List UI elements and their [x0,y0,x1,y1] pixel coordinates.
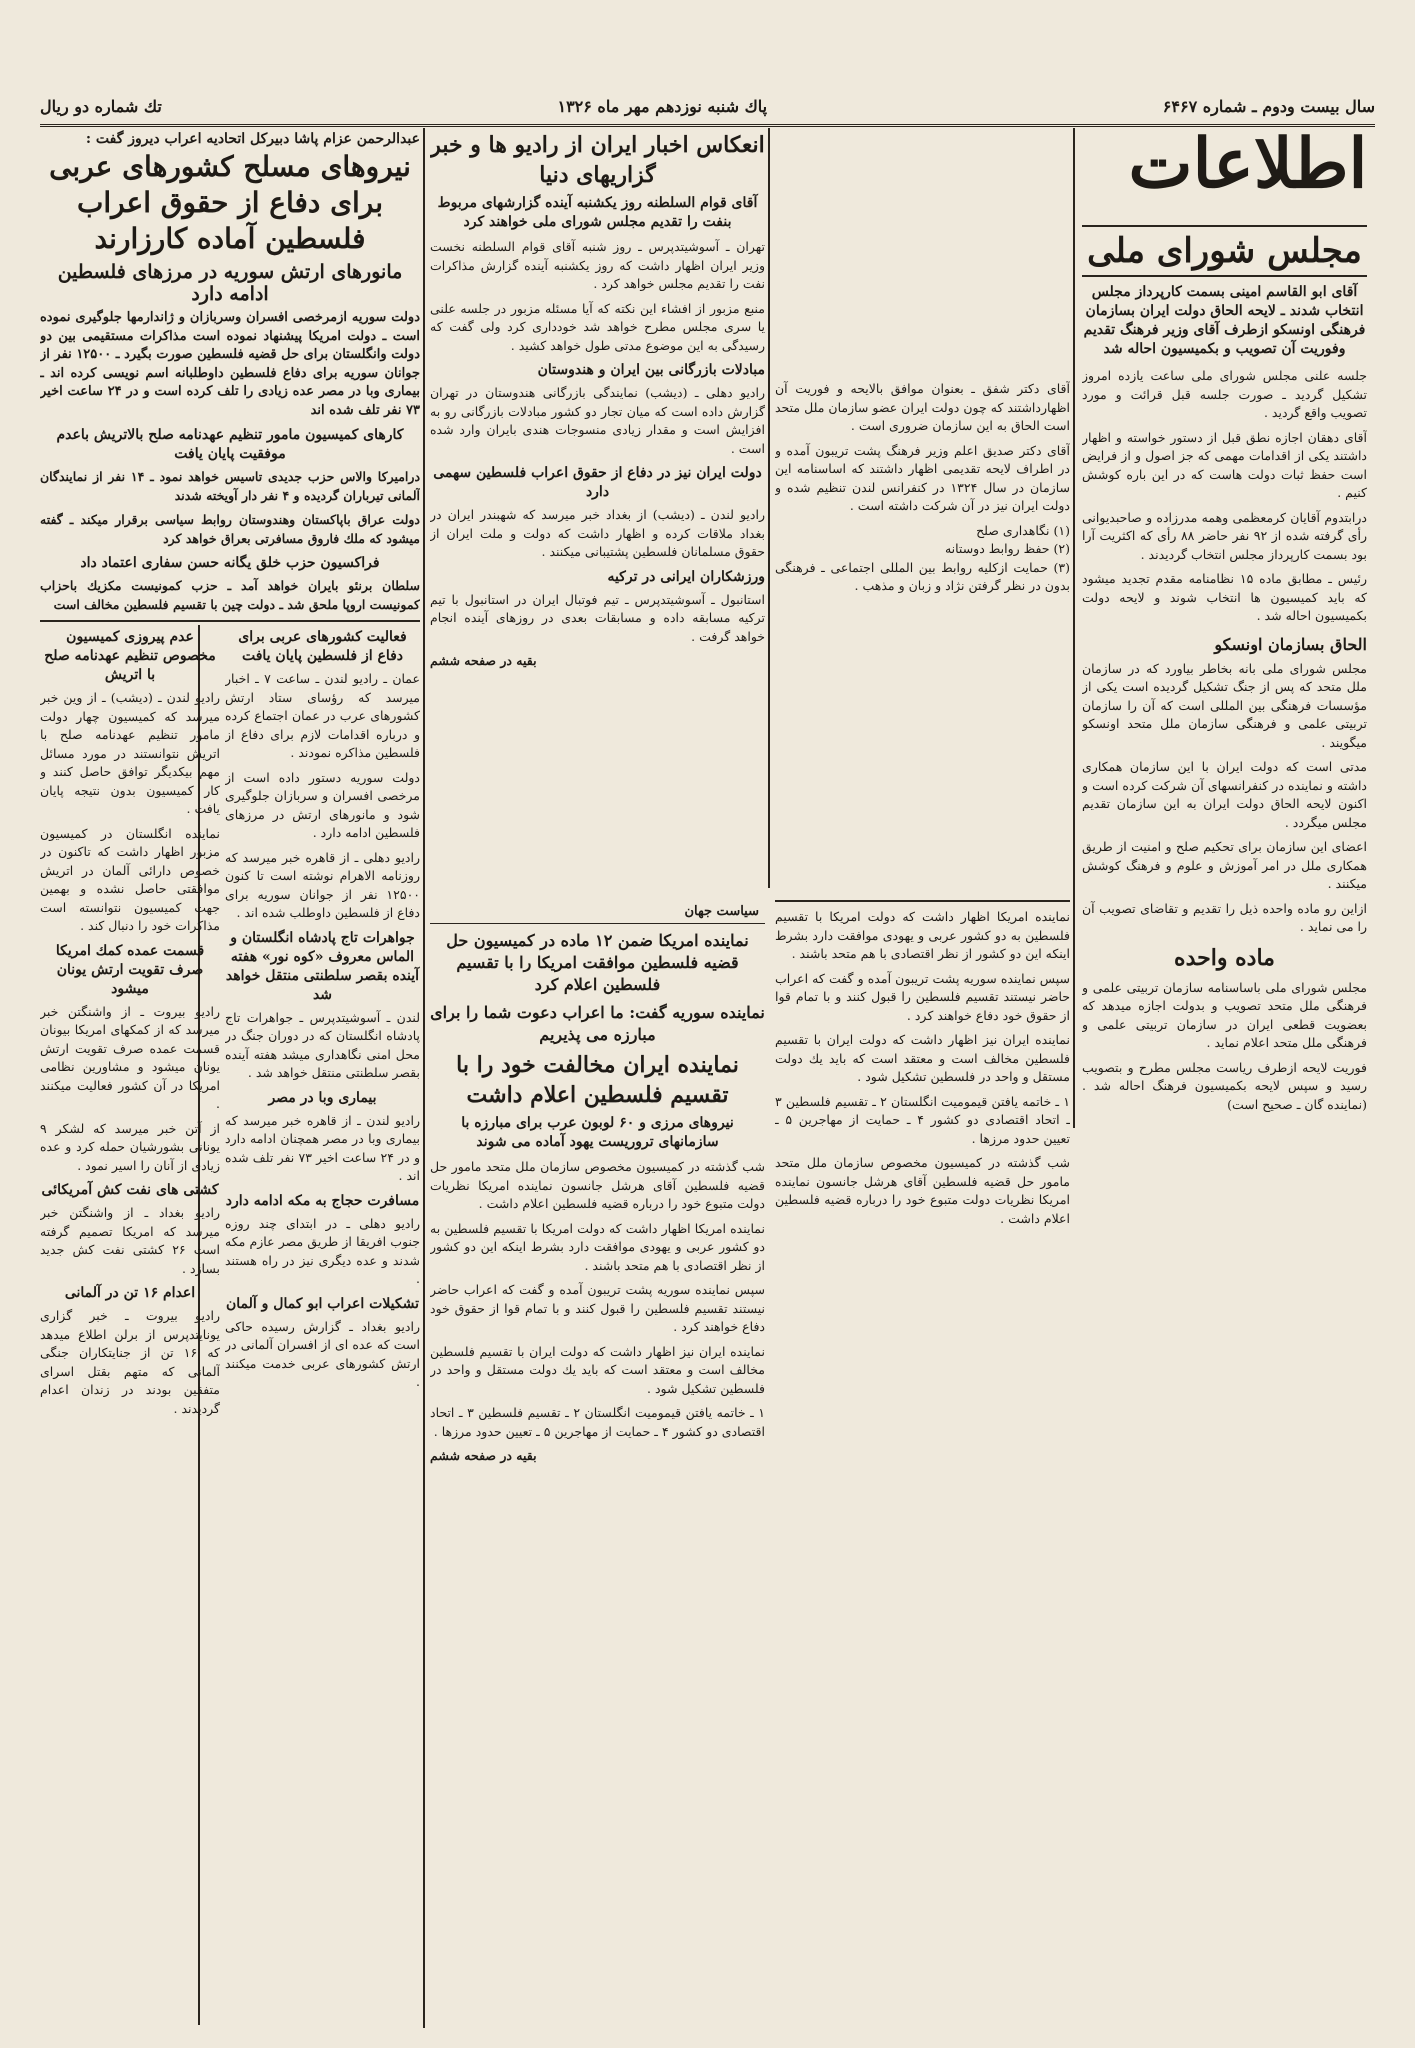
issue-date: پاك شنبه نوزدهم مهر ماه ۱۳۲۶ [557,96,768,116]
faction-paragraph: سلطان برنئو بايران خواهد آمد ـ حزب كمونيست مكزيك باحزاب كمونيست اروپا ملحق شد ـ دولت چين با تقسيم فلسطين مخالف است [40,578,420,612]
column-divider [768,128,770,888]
sports-title: ورزشكاران ايرانى در تركيه [607,568,765,585]
lead-paragraph: دولت سوريه ازمرخصى افسران وسربازان و ژاندارمها جلوگيرى نموده است ـ دولت امريكا پيشنهاد نموده است مذاكرات مستقيمى بين دو دولت وانگلستان براى حل قضيه فلسطين صورت بگيرد ـ ۱۲۵۰۰ نفر از جوانان سوريه براى دفاع فلسطين داوطلبانه اسم نويسى كرده اند ـ بيمارى وبا در مصر عده زيادى را تلف كرده است و در ۲۴ ساعت اخير ۷۳ نفر تلف شده اند [40,310,420,418]
faction-headline: فراكسيون حزب خلق يگانه حسن سفارى اعتماد داد [80,555,380,571]
arab-forces-story [40,130,420,620]
crown-jewels-paragraph: لندن ـ آسوشيتدپرس ـ جواهرات تاج پادشاه انگلستان كه در دوران جنگ در محل امنى نگاهدارى ميشد هفته آينده بقصر سلطنتى منتقل خواهد شد . [225,1009,420,1080]
world-paragraph: سپس نماينده سوريه پشت تريبون آمده و گفت كه اعراب حاضر نيستند تقسيم فلسطين را قبول كنند و با تمام قوا از حقوق خود دفاع خواهند كرد . [775,970,1070,1023]
radio-news-column [430,130,765,890]
world-headline-1: نماينده امريكا ضمن ۱۲ ماده در كميسيون حل قضيه فلسطين موافقت امريكا را با تقسيم فلسطين اعلام كرد [446,931,749,994]
execution-title: اعدام ۱۶ تن در آلمانى [64,1285,196,1301]
world-paragraph: نماينده ايران نيز اظهار داشت كه دولت ايران با تقسيم فلسطين مخالف است و معتقد است كه بايد يك دولت مستقل و واحد در فلسطين تشكيل شود . [775,1032,1070,1084]
unesco-paragraph: مجلس شوراى ملى بانه بخاطر بياورد كه در سازمان ملل متحد كه پس از جنگ تشكيل گرديده است يكى از مؤسسات فرهنگى بين المللى است كه آن را سازمان تربيتى علمى و فرهنگى سازمان ملل متحد اونسكو ميگويند . [1082,660,1367,750]
arab-activity-paragraph: دولت سوريه دستور داده است از مرخصى افسران و سربازان جلوگيرى شود و مانورهاى ارتش در مرزهاى فلسطين ادامه دارد . [225,769,420,840]
cholera-title: بيمارى وبا در مصر [268,1089,377,1106]
execution-paragraph: راديو بيروت ـ خبر گزارى يونايتدپرس از برلن اطلاع ميدهد كه ۱۶ تن از جنايتكاران جنگى آلمانى كه متهم بقتل اسراى متفقين بودند در زندان اعدام گرديدند . [40,1308,220,1416]
austria-treaty-paragraph: راديو لندن ـ (ديشب) ـ از وين خبر ميرسد كه كميسيون چهار دولت مامور تنظيم عهدنامه صلح با اتريش نتوانستند در مورد مسائل مهم بيكديگر توافق حاصل كنند و كار كميسيون بدون نتيجه پايان يافت . [40,690,220,816]
issue-year-number: سال بيست ودوم ـ شماره ۶۴۶۷ [1162,96,1375,116]
majlis-paragraph: آقاى دكتر شفق ـ بعنوان موافق بالايحه و فوريت آن اظهارداشتند كه چون دولت ايران عضو سازمان ملل متحد است الحاق به اين سازمان ضرورى است . [775,381,1070,433]
unesco-title: الحاق بسازمان اونسكو [1214,634,1367,654]
arab-activity-paragraph: راديو دهلى ـ از قاهره خبر ميرسد كه روزنامه الاهرام نوشته است تا كنون ۱۲۵۰۰ نفر از جوانان سوريه براى دفاع از فلسطين داوطلب شده اند . [225,849,420,920]
iraq-paragraph: دولت عراق باپاكستان وهندوستان روابط سياسى برقرار ميكند ـ گفته ميشود كه ملك فاروق مسافرتى بعراق خواهد كرد [40,512,420,546]
section-rule [40,620,420,622]
majlis-paragraph: جلسه علنى مجلس شوراى ملى ساعت يازده امروز تشكيل گرديد ـ صورت جلسه قبل قرائت و مورد تصويب واقع گرديد . [1082,368,1367,420]
austria-treaty-title: عدم پيروزى كميسيون مخصوص تنظيم عهدنامه صلح با اتريش [44,629,216,683]
left-news-column-outer [40,628,220,2018]
continuation-note: بقيه در صفحه ششم [430,653,537,668]
column-divider [1073,128,1075,1128]
world-headline-4: نيروهاى مرزى و ۶۰ لوبون عرب براى مبارزه با سازمانهاى تروريست يهود آماده مى شوند [461,1115,734,1150]
majlis-paragraph: رئيس ـ مطابق ماده ۱۵ نظامنامه مقدم تجديد ميشود كه بايد كميسيون ها انتخاب شوند و لايحه دولت بكميسيون احاله شد . [1082,571,1367,623]
single-article-paragraph: مجلس شوراى ملى باساسنامه سازمان تربيتى علمى و فرهنگى ملل متحد تصويب و بدولت اجازه ميدهد كه بعضويت قطعى ايران در سازمان تربيتى علمى و فرهنگى ملل متحد اعلام نمايد . [1082,979,1367,1050]
world-paragraph: نماينده امريكا اظهار داشت كه دولت امريكا با تقسيم فلسطين به دو كشور عربى و يهودى موافقت دارد بشرط اينكه اين دو كشور از نظر اقتصادى با هم متحد باشند . [430,1220,765,1273]
world-headline-3: نماينده ايران مخالفت خود را با تقسيم فلسطين اعلام داشت [456,1052,739,1108]
issue-price: تك شماره دو ريال [40,96,162,116]
world-politics-label: سياست جهان [430,900,765,924]
majlis-list-item: (۲) حفظ روابط دوستانه [944,541,1070,556]
unesco-paragraph: مدتى است كه دولت ايران با اين سازمان همكارى داشته و نماينده در كنفرانسهاى آن شركت كرده است و اكنون لايحه الحاق دولت ايران به اين سازمان تقديم مجلس ميگردد . [1082,759,1367,830]
logo-text: اطلاعات [1128,124,1368,204]
trade-paragraph: راديو دهلى ـ (ديشب) نمايندگى بازرگانى هندوستان در تهران گزارش داده است كه ميان تجار دو كشور مبادلات بازرگانى رو به افزايش است و مقدار زيادى منسوجات هندى بايران وارد شده است . [430,385,765,456]
radio-paragraph: تهران ـ آسوشيتدپرس ـ روز شنبه آقاى قوام السلطنه نخست وزير ايران اظهار داشت كه روز يكشنبه آينده گزارش مذاكرات نفت را تقديم مجلس خواهد كرد . [430,239,765,291]
majlis-paragraph: درابتدوم آقايان كرمعظمى وهمه مدرزاده و صاحبديوانى رأى گرفته شده از ۹۲ نفر حاضر ۸۸ رأى كه اكثريت آرا بود بسمت كارپرداز مجلس انتخاب گرديدند . [1082,509,1367,562]
column-divider [423,128,425,2028]
arab-activity-title: فعاليت كشورهاى عربى براى دفاع از فلسطين پايان يافت [238,629,407,664]
commission-paragraph: دراميركا والاس حزب جديدى تاسيس خواهد نمود ـ ۱۴ نفر از نمايندگان آلمانى تيرباران گرديده و ۴ نفر دار آويخته شدند [40,469,420,503]
german-officers-title: تشكيلات اعراب ابو كمال و آلمان [225,1295,420,1312]
radio-paragraph: منبع مزبور از افشاء اين نكته كه آيا مسئله مزبور در جلسه علنى يا سرى مجلس مطرح خواهد شد خوددارى كرد ولى گفت كه رسيدگى به اين موضوع مدتى طول خواهد كشيد . [430,300,765,353]
unesco-paragraph: اعضاى اين سازمان براى تحكيم صلح و امنيت از طريق همكارى ملل در امر آموزش و علوم و فرهنگ كوشش ميكنند . [1082,839,1367,891]
majlis-list-item: (۱) نگاهدارى صلح [976,522,1070,538]
hajj-title: مسافرت حجاج به مكه ادامه دارد [225,1192,420,1209]
sports-paragraph: استانبول ـ آسوشيتدپرس ـ تيم فوتبال ايران در استانبول با تيم تركيه مسابقه داده و مسابقات بعدى در روزهاى آينده انجام خواهد گرفت . [430,591,765,644]
arab-activity-paragraph: عمان ـ راديو لندن ـ ساعت ۷ ـ اخبار ميرسد كه رؤساى ستاد ارتش كشورهاى عرب در عمان اجتماع كرده و درباره اقدامات لازم براى دفاع از فلسطين مذاكره نمودند . [225,671,420,760]
main-headline: نيروهاى مسلح كشورهاى عربى براى دفاع از حقوق اعراب فلسطين آماده كارزارند [49,150,411,255]
tankers-paragraph: راديو بغداد ـ از واشنگتن خبر ميرسد كه امريكا تصميم گرفته است ۲۶ كشتى نفت كش جديد بسازد . [40,1205,220,1276]
world-politics-continuation [775,900,1070,2015]
majlis-paragraph: آقاى دكتر صديق اعلم وزير فرهنگ پشت تريبون آمده و در اطراف لايحه تقديمى اظهار داشتند كه اساسنامه اين سازمان در سال ۱۳۲۴ در كنفرانس لندن تنظيم شده و دولت ايران نيز در آن شركت داشته است . [775,442,1070,513]
masthead-logo [1129,118,1367,210]
austria-treaty-paragraph: نماينده انگلستان در كميسيون مزبور اظهار داشت كه تاكنون در خصوص دارائى آلمان در اتريش موافقتى حاصل نشده و بهمين جهت كميسيون نتوانسته است مذاكرات خود را دنبال كند . [40,825,220,933]
greece-aid-title: قسمت عمده كمك امريكا صرف تقويت ارتش يونان ميشود [55,942,205,997]
trade-title: مبادلات بازرگانى بين ايران و هندوستان [537,362,765,378]
greece-aid-paragraph: راديو بيروت ـ از واشنگتن خبر ميرسد كه از كمكهاى امريكا بيونان قسمت عمده صرف تقويت ارتش يونان ميشود و مشاورين نظامى امريكا در آن كشور فعاليت ميكنند . [40,1003,220,1111]
majlis-paragraph: آقاى دهقان اجازه نطق قبل از دستور خواسته و اظهار داشتند يكى از اقدامات مهمى كه جز اصول و از فرايض است حفظ ثبات دولت هاست كه در اين باره كوشش كنيم . [1082,429,1367,500]
single-article-title: ماده واحده [1174,944,1275,971]
world-paragraph: نماينده امريكا اظهار داشت كه دولت امريكا با تقسيم فلسطين به دو كشور عربى و يهودى موافقت دارد بشرط اينكه اين دو كشور از نظر اقتصادى با هم متحد باشند . [775,909,1070,961]
story-kicker: عبدالرحمن عزام پاشا دبيركل اتحاديه اعراب ديروز گفت : [85,131,420,147]
world-headline-2: نماينده سوريه گفت: ما اعراب دعوت شما را براى مبارزه مى پذيريم [430,1003,765,1044]
tankers-title: كشتى هاى نفت كش آمريكائى [41,1182,219,1198]
world-paragraph: شب گذشته در كميسيون مخصوص سازمان ملل متحد مامور حل قضيه فلسطين آقاى هرشل جانسون نماينده امريكا نظريات دولت متبوع خود را درباره قضيه فلسطين اعلام داشت . [430,1159,765,1211]
iran-palestine-title: دولت ايران نيز در دفاع از حقوق اعراب فلسطين سهمى دارد [433,465,762,500]
majlis-continuation-column [775,380,1070,880]
hajj-paragraph: راديو دهلى ـ در ابتداى چند روزه جنوب افريقا از طريق مصر عازم مكه شدند و عده ديگرى نيز در راه هستند . [225,1215,420,1286]
continuation-note: بقيه در صفحه ششم [430,1448,537,1463]
unesco-paragraph: ازاين رو ماده واحده ذيل را تقديم و تقاضاى تصويب آن را مى نمايد . [1082,900,1367,934]
subheadline: مانورهاى ارتش سوريه در مرزهاى فلسطين ادامه دارد [57,261,403,305]
majlis-list-item: (۳) حمايت ازكليه روابط بين المللى اجتماعى ـ فرهنگى بدون در نظر گرفتن نژاد و زبان و مذهب . [775,559,1070,593]
left-news-column-inner [225,628,420,2018]
world-paragraph: نماينده ايران نيز اظهار داشت كه دولت ايران با تقسيم فلسطين مخالف است و معتقد است كه بايد يك دولت مستقل و واحد در فلسطين تشكيل شود . [430,1343,765,1396]
radio-news-sub: آقاى قوام السلطنه روز يكشنبه آينده گزارشهاى مربوط بنفت را تقديم مجلس شوراى ملى خواهند كرد [437,195,758,230]
german-officers-paragraph: راديو بغداد ـ گزارش رسيده حاكى است كه عده اى از افسران آلمانى در ارتش كشورهاى عربى خدمت ميكنند . [225,1318,420,1389]
crown-jewels-title: جواهرات تاج پادشاه انگلستان و الماس معروف «كوه نور» هفته آينده بقصر سلطنتى منتقل خواهد شد [225,929,420,1003]
world-paragraph: شب گذشته در كميسيون مخصوص سازمان ملل متحد مامور حل قضيه فلسطين آقاى هرشل جانسون نماينده امريكا نظريات دولت متبوع خود را درباره قضيه فلسطين اعلام داشت . [775,1155,1070,1226]
radio-news-title: انعكاس اخبار ايران از راديو ها و خبر گزاريهاى دنيا [430,132,765,188]
commission-headline: كارهاى كميسيون مامور تنظيم عهدنامه صلح بالاتريش باعدم موفقيت پايان يافت [56,427,404,462]
greece-aid-paragraph: از آتن خبر ميرسد كه لشكر ۹ يونانى بشورشيان حمله كرد و عده زيادى از آنان را اسير نمود . [40,1120,220,1173]
majlis-lead: آقاى ابو القاسم امينى بسمت كارپرداز مجلس انتخاب شدند ـ لايحه الحاق دولت ايران بسازمان فرهنگى اونسكو ازطرف آقاى وزير فرهنگ تقديم وفوريت آن تصويب و بكميسيون احاله شد [1083,284,1366,357]
right-column [1082,225,1367,2015]
cholera-paragraph: راديو لندن ـ از قاهره خبر ميرسد كه بيمارى وبا در مصر همچنان ادامه دارد و در ۲۴ ساعت اخير ۷۳ نفر تلف شده اند . [225,1112,420,1183]
world-politics-section [430,900,765,2015]
single-article-paragraph: فوريت لايحه ازطرف رياست مجلس مطرح و بتصويب رسيد و سپس لايحه بكميسيون فرهنگ احاله شد . (نماينده گان ـ صحيح است) [1082,1059,1367,1112]
iran-palestine-paragraph: راديو لندن ـ (ديشب) از بغداد خبر ميرسد كه شهبندر ايران در بغداد ملاقات كرده و اظهار داشت كه دولت و ملت ايران از حقوق مسلمانان فلسطين پشتيبانى ميكنند . [430,507,765,559]
world-paragraph: ۱ ـ خاتمه يافتن قيموميت انگلستان ۲ ـ تقسيم فلسطين ۳ ـ اتحاد اقتصادى دو كشور ۴ ـ حمايت از مهاجرين ۵ ـ تعيين حدود مرزها . [430,1405,765,1439]
world-paragraph: سپس نماينده سوريه پشت تريبون آمده و گفت كه اعراب حاضر نيستند تقسيم فلسطين را قبول كنند و با تمام قوا از حقوق خود دفاع خواهند كرد . [430,1282,765,1334]
majlis-title: مجلس شوراى ملى [1082,225,1367,277]
world-paragraph: ۱ ـ خاتمه يافتن قيموميت انگلستان ۲ ـ تقسيم فلسطين ۳ ـ اتحاد اقتصادى دو كشور ۴ ـ حمايت از مهاجرين ۵ ـ تعيين حدود مرزها . [775,1093,1070,1146]
